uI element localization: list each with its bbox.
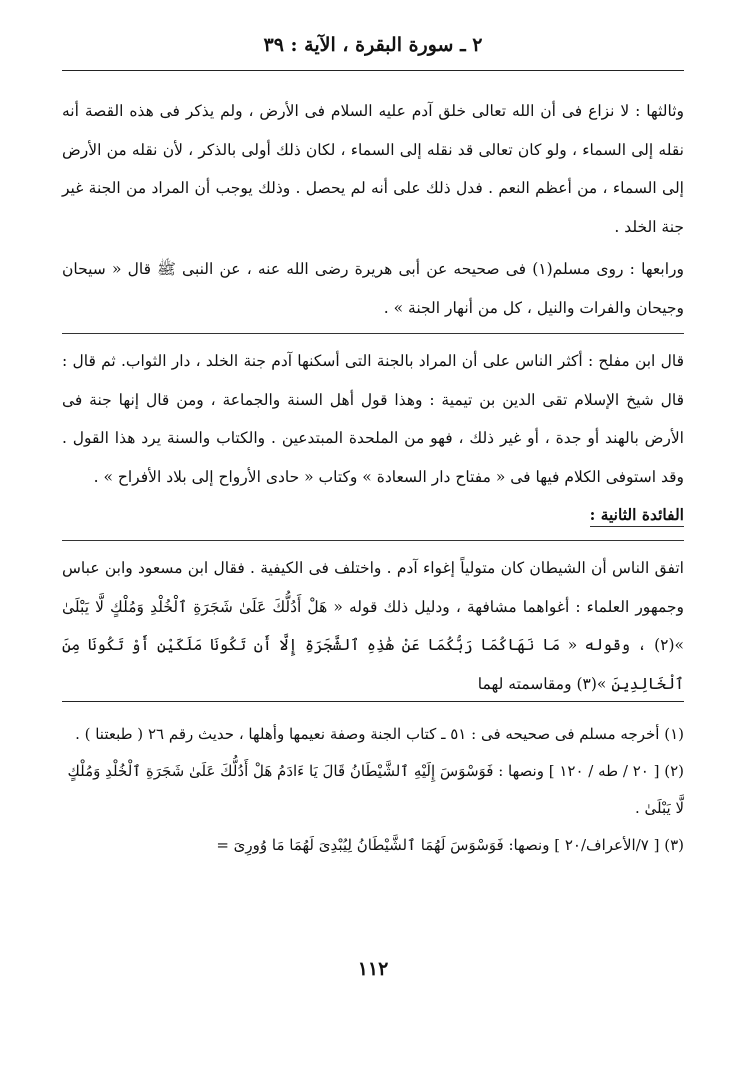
footnote-2: (٢) [ ٢٠ / طه / ١٢٠ ] ونصها : فَوَسْوَسَ إِلَيْهِ ٱلشَّيْطَانُ قَالَ يَا ءَادَمُ هَلْ أَدُلُّكَ عَلَىٰ شَجَرَةِ ٱلْخُلْدِ وَمُلْكٍ لَّا يَبْلَىٰ . — [67, 762, 684, 817]
paragraph-second-benefit: اتفق الناس أن الشيطان كان متولياً إغواء آدم . واختلف فى الكيفية . فقال ابن مسعود وابن عباس وجمهور العلماء : أغواهما مشافهة ، ودليل ذلك قوله « هَلْ أَدُلُّكَ عَلَىٰ شَجَرَةِ ٱلْخُلْدِ وَمُلْكٍ لَّا يَبْلَىٰ »(٢) ، وقوله « مَا نَهَاكُمَا رَبُّكُمَا عَنْ هَٰذِهِ ٱلشَّجَرَةِ إِلَّا أَن تَكُونَا مَلَكَيْنِ أَوْ تَكُونَا مِنَ ٱلْخَالِدِينَ »(٣) ومقاسمته لهما — [62, 559, 684, 693]
section-heading-text: الفائدة الثانية : — [590, 505, 684, 527]
section-heading — [62, 496, 684, 534]
paragraph-ibn-muflih: قال ابن مفلح : أكثر الناس على أن المراد بالجنة التى أسكنها آدم جنة الخلد ، دار الثواب. ثم قال : قال شيخ الإسلام تقى الدين بن تيمية : وهذا قول أهل السنة والجماعة ، ومن قال إنها جنة فى الأرض بالهند أو جدة ، أو غير ذلك ، فهو من الملحدة المبتدعين . والكتاب والسنة يرد هذا القول . وقد استوفى الكلام فيها فى « مفتاح دار السعادة » وكتاب « حادى الأرواح إلى بلاد الأفراح » . — [62, 352, 684, 486]
footnote-3: (٣) [ ٧/الأعراف/٢٠ ] ونصها: فَوَسْوَسَ لَهُمَا ٱلشَّيْطَانُ لِيُبْدِىَ لَهُمَا مَا وُورِىَ = — [216, 836, 684, 854]
paragraph-fourth-reason: ورابعها : روى مسلم(١) فى صحيحه عن أبى هريرة رضى الله عنه ، عن النبى ﷺ قال « سيحان وجيحان والفرات والنيل ، كل من أنهار الجنة » . — [62, 260, 684, 317]
header-divider — [62, 70, 684, 71]
heading-divider — [62, 540, 684, 541]
page-number: ١١٢ — [357, 958, 389, 980]
section-divider — [62, 333, 684, 334]
main-text — [62, 92, 684, 703]
running-header: ٢ ـ سورة البقرة ، الآية : ٣٩ — [263, 34, 483, 56]
footnote-1: (١) أخرجه مسلم فى صحيحه فى : ٥١ ـ كتاب الجنة وصفة نعيمها وأهلها ، حديث رقم ٢٦ ( طبعتنا ) . — [75, 725, 684, 743]
paragraph-third-reason: وثالثها : لا نزاع فى أن الله تعالى خلق آدم عليه السلام فى الأرض ، ولم يذكر فى هذه القصة أنه نقله إلى السماء ، ولو كان تعالى قد نقله إلى السماء ، لكان ذلك أولى بالذكر ، لأن نقله من الأرض إلى السماء ، من أعظم النعم . فدل ذلك على أنه لم يحصل . وذلك يوجب أن المراد من الجنة غير جنة الخلد . — [62, 102, 684, 236]
footnotes — [62, 716, 684, 864]
footnote-divider — [62, 701, 684, 702]
